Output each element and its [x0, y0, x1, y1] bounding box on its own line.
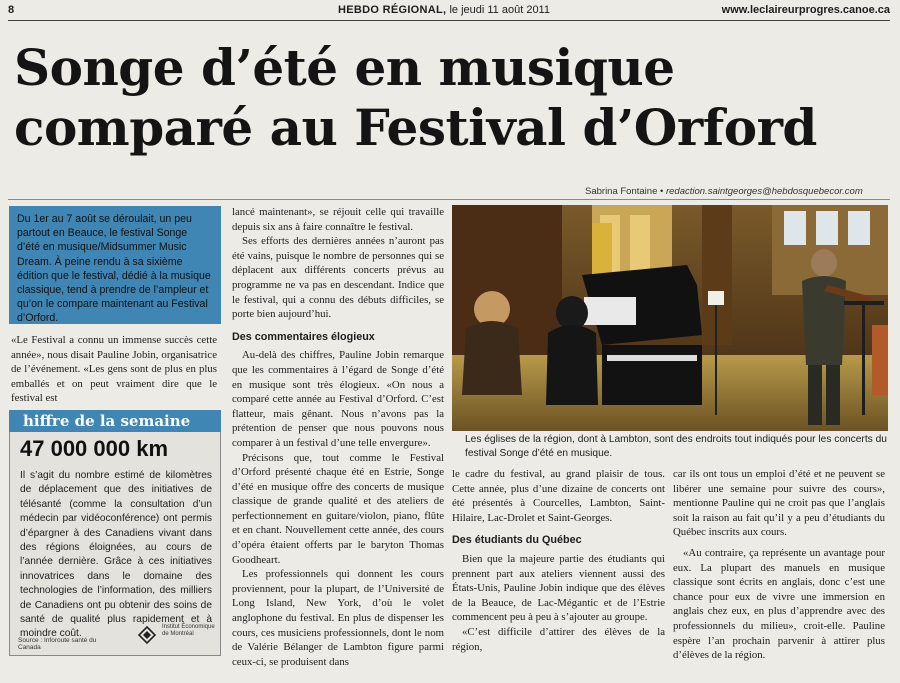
- website-url: www.leclaireurprogres.canoe.ca: [721, 4, 890, 16]
- institute-logo: [138, 622, 220, 650]
- column-3: [452, 467, 665, 654]
- column-2: [232, 205, 444, 669]
- concert-photo: [452, 205, 888, 431]
- column-4-paragraph-1: car ils ont tous un emploi d’été et ne peuvent se libérer une semaine pour suivre des cours», mentionne Pauline qui ne croit pas que l’anglais soit la raison au fait qu’il y a peu d’étudiants du Québec inscrits aux cours.: [673, 468, 885, 539]
- diamond-logo-icon: [138, 626, 156, 644]
- headline: [14, 38, 894, 158]
- subhead-etudiants: Des étudiants du Québec: [452, 534, 582, 547]
- chiffre-title: hiffre de la semaine: [9, 410, 221, 432]
- column-2-paragraph-3: Au-delà des chiffres, Pauline Jobin remarque que les commentaires à l’égard de Songe d’été en musique sont très élogieux. «On nous a comparé cette année au Festival d’Orford. C’est flatteur, mais gênant. Nous n’avons pas la prétention de penser que nous pouvons nous comparer à un festival d’une telle envergure».: [232, 349, 444, 449]
- chiffre-text: Il s’agit du nombre estimé de kilomètres de déplacement que des initiatives de télésanté (comme la consultation d’un médecin par vidéoconférence) ont permis d’épargner à des Canadiens vivant dans des régions éloignées, au cours de l’année dernière. Grâce à ces initiatives innovatrices dans le domaine des technologies de l’information, des milliers de Canadiens ont pu obtenir des soins de santé de qualité plus rapidement et à moindre coût.: [20, 470, 212, 640]
- church-concert-image: [452, 205, 888, 431]
- column-2-paragraph-5: Les professionnels qui donnent les cours proviennent, pour la plupart, de l’Université de Long Island, New York, d’où le volet anglophone du festival. En plus de dispenser les cours, ces musiciens professionnels, dont le nom de Valérie Bélanger de Lambton figure parmi ceux-ci, se produisent dans: [232, 568, 444, 668]
- column-1-paragraph: «Le Festival a connu un immense succès cette année», nous disait Pauline Jobin, organisatrice de l’événement. «Les gens sont de plus en plus emballés et on peut vraiment dire que le festival est: [11, 334, 217, 405]
- byline-author: Sabrina Fontaine: [585, 186, 658, 197]
- header-rule: [8, 20, 890, 21]
- publication-line: [338, 4, 550, 16]
- publication-date: le jeudi 11 août 2011: [449, 4, 550, 16]
- column-3-paragraph-2: Bien que la majeure partie des étudiants qui prennent part aux ateliers viennent aussi des États-Unis, Pauline Jobin indique que des élèves de la Beauce, de Lac-Mégantic et de l’Estrie commencent peu à peu à s’ajouter au groupe.: [452, 552, 665, 624]
- subhead-commentaires: Des commentaires élogieux: [232, 330, 375, 343]
- byline: [585, 186, 863, 197]
- byline-bullet: •: [660, 186, 664, 197]
- headline-line-2: comparé au Festival d’Orford: [14, 98, 817, 157]
- column-4-paragraph-2: «Au contraire, ça représente un avantage pour eux. La plupart des manuels en musique classique sont écrits en anglais, donc c’est une chance pour eux de vivre une immersion en anglais chez eux, en plus d’apprendre avec des professionnels du milieu», croit-elle. Pauline espère l’an prochain parvenir à attirer plus d’élèves de la région.: [673, 546, 885, 662]
- publication-name: HEBDO RÉGIONAL,: [338, 4, 447, 16]
- headline-line-1: Songe d’été en musique: [14, 38, 675, 97]
- column-1: [11, 333, 217, 406]
- column-3-paragraph-1: le cadre du festival, au grand plaisir de tous. Cette année, plus d’une dizaine de concerts ont été présentés à Courcelles, Lambton, Saint-Hilaire, Lac-Drolet et Saint-Georges.: [452, 468, 665, 524]
- page-number: 8: [8, 4, 15, 16]
- logo-text: Institut Économique de Montréal: [162, 624, 215, 637]
- lead-paragraph: Du 1er au 7 août se déroulait, un peu partout en Beauce, le festival Songe d’été en musique/Midsummer Music Dream. À peine rendu à sa sixième édition que le festival, dédié à la musique classique, tend à prendre de l’ampleur et qu’on le compare maintenant au Festival d’Orford.: [9, 206, 221, 324]
- column-2-paragraph-4: Précisons que, tout comme le Festival d’Orford présenté chaque été en Estrie, Songe d’été en musique offre des concerts de musique classique de grande qualité et des ateliers de perfectionnement en guitare/violon, piano, flûte et en chant. Nouvellement cette année, des cours d’opéra étaient offerts par le baryton Thomas Goodheart.: [232, 451, 444, 566]
- column-2-paragraph-2: Ses efforts des dernières années n’auront pas été vains, puisque le nombre de personnes qui se déplacent aux différents concerts prévus au programme ne va pas en descendant. Indice que le festival, qui a connu des débuts difficiles, se porte bien aujourd’hui.: [232, 235, 444, 321]
- column-3-paragraph-3: «C’est difficile d’attirer des élèves de la région,: [452, 625, 665, 653]
- chiffre-value: 47 000 000 km: [20, 436, 169, 461]
- photo-caption: Les églises de la région, dont à Lambton, sont des endroits tout indiqués pour les concerts du festival Songe d’été en musique.: [465, 434, 887, 459]
- column-2-paragraph-1: lancé maintenant», se réjouit celle qui travaille depuis six ans à faire connaître le festival.: [232, 206, 444, 233]
- chiffre-source: Source : Inforoute santé du Canada: [18, 637, 97, 651]
- byline-email: redaction.saintgeorges@hebdosquebecor.com: [665, 186, 863, 197]
- column-4: [673, 467, 885, 663]
- page-header: [8, 4, 890, 20]
- byline-rule: [8, 199, 890, 200]
